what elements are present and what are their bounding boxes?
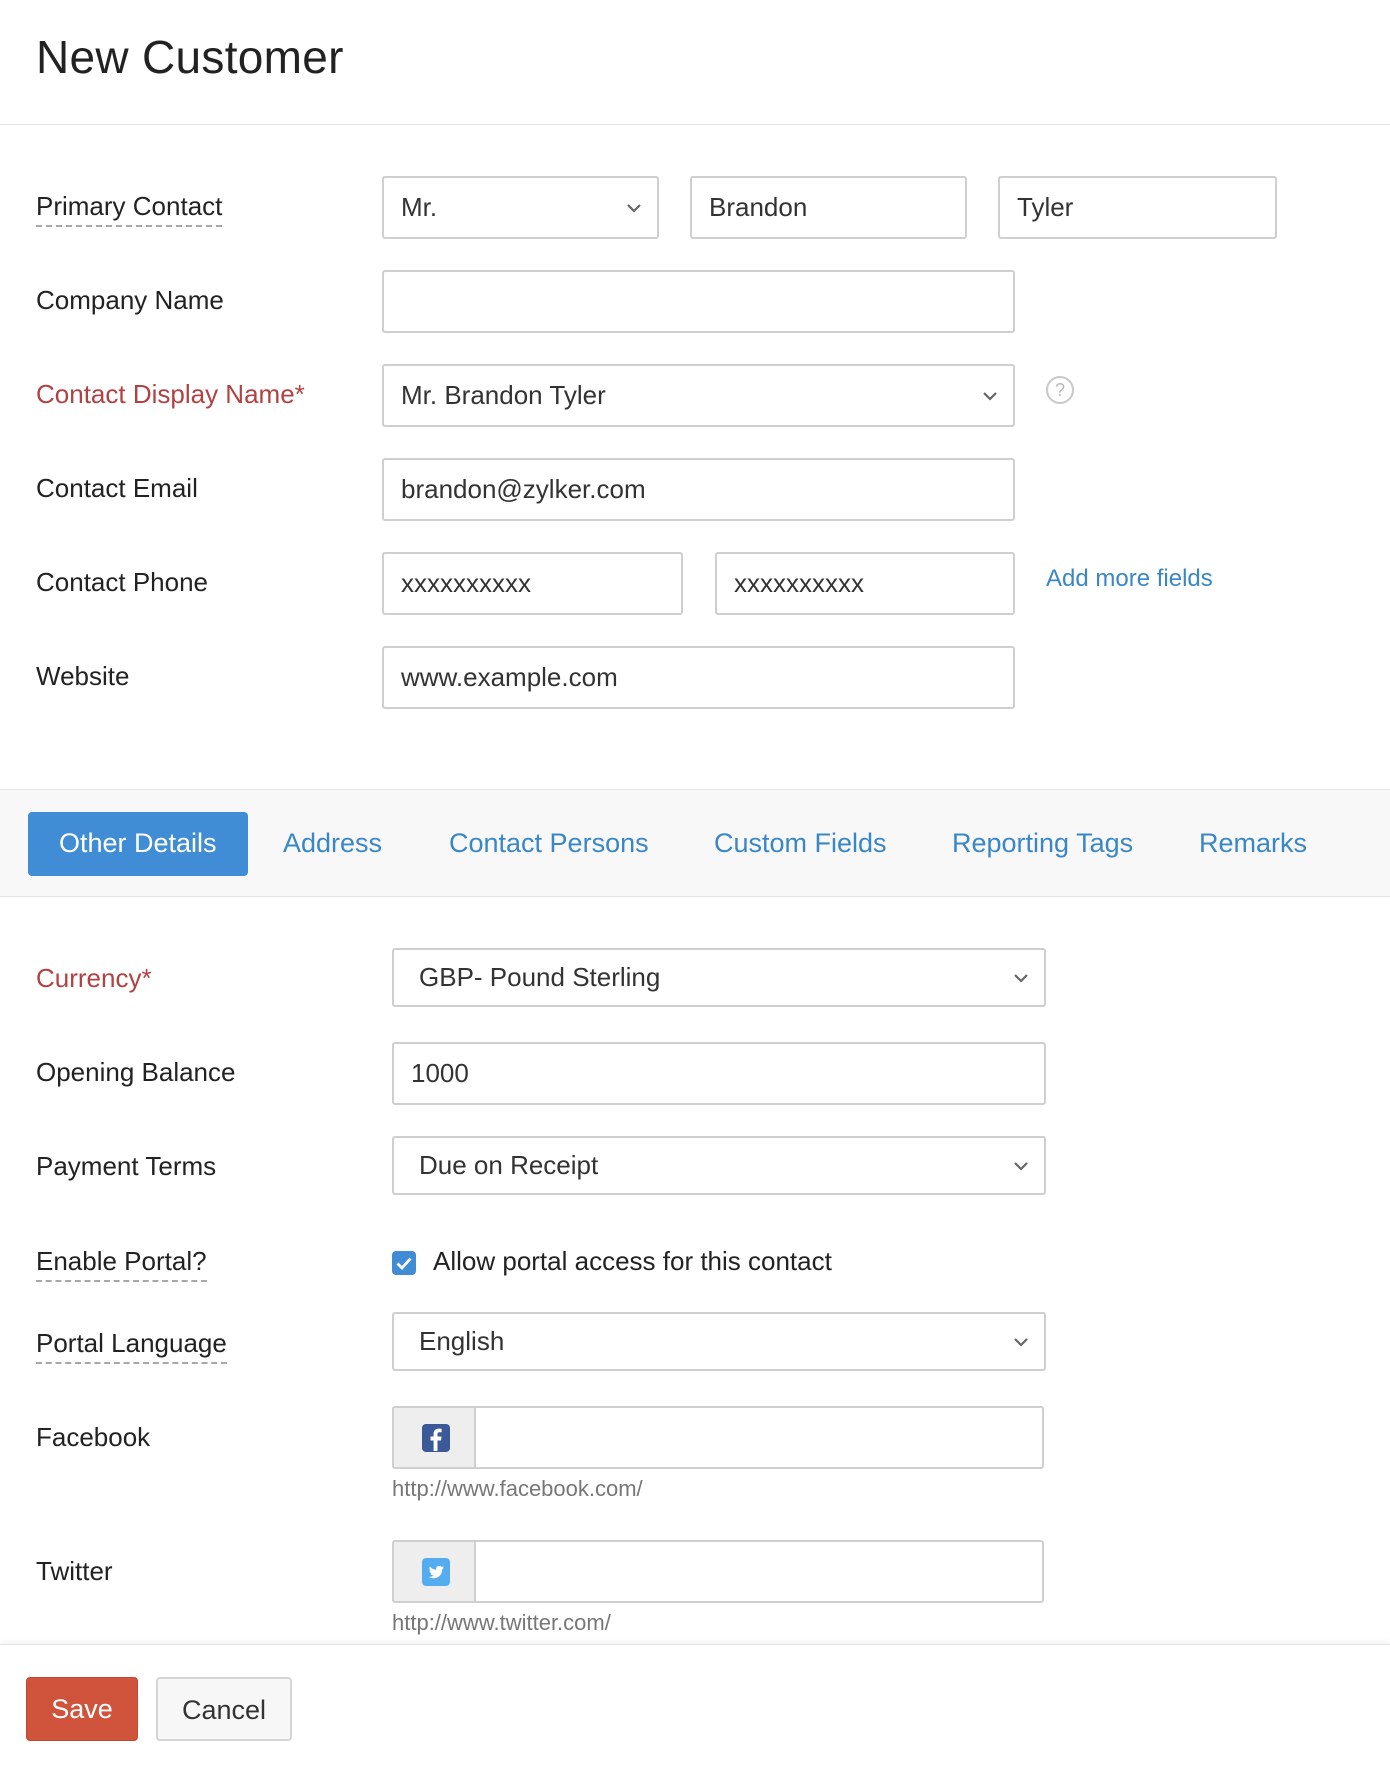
twitter-addon bbox=[394, 1542, 476, 1601]
tab-other-details[interactable]: Other Details bbox=[28, 812, 248, 876]
currency-select[interactable] bbox=[392, 948, 1046, 1007]
save-button[interactable]: Save bbox=[26, 1677, 138, 1741]
company-name-label: Company Name bbox=[36, 285, 224, 315]
twitter-url-hint: http://www.twitter.com/ bbox=[392, 1610, 611, 1635]
tab-remarks[interactable]: Remarks bbox=[1199, 828, 1308, 858]
add-more-fields-link[interactable]: Add more fields bbox=[1046, 565, 1213, 592]
display-name-label: Contact Display Name* bbox=[36, 379, 305, 409]
currency-label: Currency* bbox=[36, 963, 152, 993]
currency-value: GBP- Pound Sterling bbox=[419, 962, 661, 992]
portal-language-value: English bbox=[419, 1326, 505, 1356]
payment-terms-label: Payment Terms bbox=[36, 1151, 217, 1181]
portal-access-label[interactable]: Allow portal access for this contact bbox=[433, 1246, 832, 1276]
chevron-down-icon bbox=[1014, 1159, 1028, 1173]
opening-balance-label: Opening Balance bbox=[36, 1057, 236, 1087]
payment-terms-select[interactable] bbox=[392, 1136, 1046, 1195]
salutation-value: Mr. bbox=[401, 192, 438, 222]
twitter-label: Twitter bbox=[36, 1556, 113, 1586]
facebook-input[interactable] bbox=[478, 1408, 1042, 1467]
twitter-field bbox=[392, 1540, 1044, 1603]
mobile-phone-input[interactable]: xxxxxxxxxx bbox=[715, 552, 1015, 615]
website-label: Website bbox=[36, 661, 130, 691]
last-name-input[interactable]: Tyler bbox=[998, 176, 1277, 239]
twitter-input[interactable] bbox=[478, 1542, 1042, 1601]
work-phone-input[interactable]: xxxxxxxxxx bbox=[382, 552, 683, 615]
primary-contact-label: Primary Contact bbox=[36, 189, 222, 227]
facebook-url-hint: http://www.facebook.com/ bbox=[392, 1476, 643, 1501]
cancel-button[interactable]: Cancel bbox=[156, 1677, 292, 1741]
facebook-addon bbox=[394, 1408, 476, 1467]
first-name-input[interactable]: Brandon bbox=[690, 176, 967, 239]
page-header bbox=[0, 0, 1390, 125]
enable-portal-label: Enable Portal? bbox=[36, 1244, 207, 1282]
checkmark-icon bbox=[392, 1251, 416, 1275]
display-name-select[interactable] bbox=[382, 364, 1015, 427]
contact-email-input[interactable]: brandon@zylker.com bbox=[382, 458, 1015, 521]
tab-custom-fields[interactable]: Custom Fields bbox=[714, 828, 887, 858]
chevron-down-icon bbox=[627, 201, 641, 215]
company-name-input[interactable] bbox=[382, 270, 1015, 333]
twitter-icon bbox=[422, 1558, 450, 1586]
help-icon[interactable]: ? bbox=[1046, 376, 1074, 404]
display-name-value: Mr. Brandon Tyler bbox=[401, 380, 606, 410]
form-footer bbox=[0, 1644, 1390, 1768]
portal-language-label: Portal Language bbox=[36, 1326, 227, 1364]
tab-contact-persons[interactable]: Contact Persons bbox=[449, 828, 649, 858]
website-input[interactable]: www.example.com bbox=[382, 646, 1015, 709]
contact-phone-label: Contact Phone bbox=[36, 567, 209, 597]
details-tab-bar bbox=[0, 789, 1390, 897]
portal-access-checkbox[interactable] bbox=[392, 1251, 416, 1275]
contact-email-label: Contact Email bbox=[36, 473, 198, 503]
chevron-down-icon bbox=[1014, 1335, 1028, 1349]
portal-language-select[interactable] bbox=[392, 1312, 1046, 1371]
page-title: New Customer bbox=[36, 31, 344, 83]
tab-reporting-tags[interactable]: Reporting Tags bbox=[952, 828, 1134, 858]
payment-terms-value: Due on Receipt bbox=[419, 1150, 599, 1180]
facebook-label: Facebook bbox=[36, 1422, 151, 1452]
tab-address[interactable]: Address bbox=[283, 828, 383, 858]
facebook-icon bbox=[422, 1424, 450, 1452]
salutation-select[interactable] bbox=[382, 176, 659, 239]
chevron-down-icon bbox=[983, 389, 997, 403]
chevron-down-icon bbox=[1014, 971, 1028, 985]
facebook-field bbox=[392, 1406, 1044, 1469]
opening-balance-input[interactable]: 1000 bbox=[392, 1042, 1046, 1105]
